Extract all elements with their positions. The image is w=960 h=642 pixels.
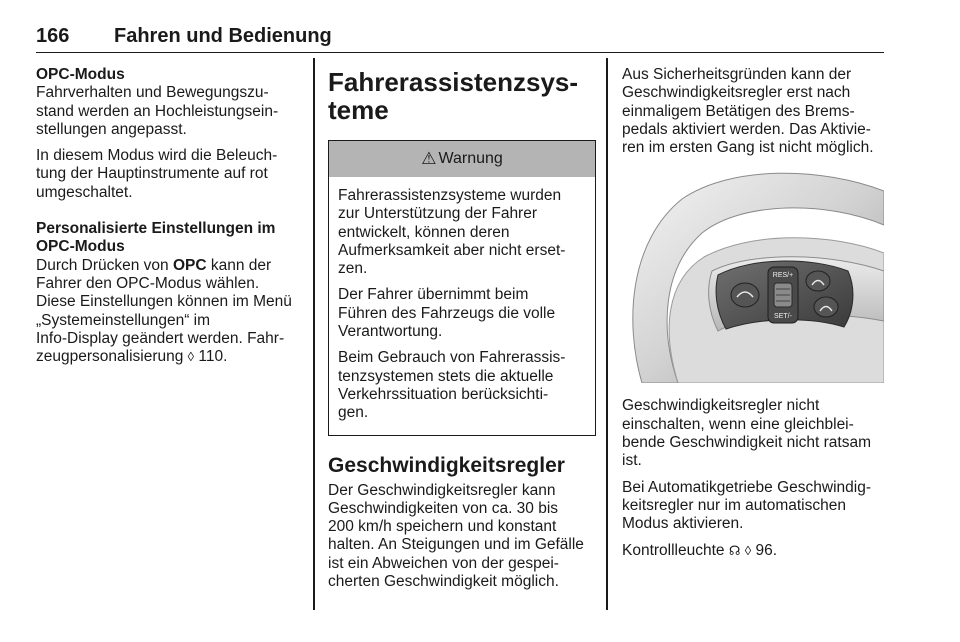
warning-paragraph-2: Der Fahrer übernimmt beim Führen des Fahrzeugs die volle Verantwortung. — [338, 286, 556, 341]
page-reference-icon: ◊ — [187, 349, 195, 365]
section-title: Fahrerassistenzsys- teme — [328, 67, 579, 125]
indicator-paragraph: Kontrollleuchte ☊ ◊ 96. — [622, 541, 778, 559]
warning-note-paragraph: Geschwindigkeitsregler nicht einschalten, wenn eine gleichblei- bende Geschwindigkeit nicht ratsam ist. — [622, 397, 871, 470]
page-header — [36, 22, 884, 53]
personalized-settings-paragraph: Durch Drücken von OPC kann der Fahrer den OPC-Modus wählen. Diese Einstellungen können im Menü „Systemeinstellungen“ im Info-Display geändert werden. Fahr- zeugpersonalisierung ◊ 110. — [36, 256, 292, 366]
set-label: SET/- — [774, 313, 792, 321]
steering-wheel-figure — [622, 171, 884, 383]
steering-wheel-illustration — [622, 171, 884, 383]
chapter-title: Fahren und Bedienung — [114, 25, 332, 47]
safety-paragraph: Aus Sicherheitsgründen kann der Geschwindigkeitsregler erst nach einmaligem Betätigen des Brems- pedals aktiviert werden. Das Aktivie- ren im ersten Gang ist nicht möglich. — [622, 66, 874, 157]
warning-triangle-icon: ⚠ — [421, 148, 437, 168]
warning-paragraph-3: Beim Gebrauch von Fahrerassis- tenzsystemen stets die aktuelle Verkehrssituation berücksichti- gen. — [338, 349, 566, 422]
cruise-control-heading: Geschwindigkeitsregler — [328, 453, 565, 477]
automatic-transmission-paragraph: Bei Automatikgetriebe Geschwindig- keitsregler nur im automatischen Modus aktivieren. — [622, 478, 871, 533]
column-divider — [606, 58, 608, 610]
page-reference[interactable]: 96. — [755, 541, 778, 559]
column-2 — [328, 66, 596, 599]
page-reference[interactable]: 110. — [198, 348, 228, 366]
column-3 — [622, 66, 888, 568]
opc-heading: OPC-Modus — [36, 66, 125, 83]
page-number: 166 — [36, 25, 70, 47]
page-reference-icon: ◊ — [744, 542, 752, 558]
warning-paragraph-1: Fahrerassistenzsysteme wurden zur Unterstützung der Fahrer entwickelt, können deren Aufmerksamkeit aber nicht erset- zen. — [338, 187, 566, 278]
warning-header — [329, 141, 595, 177]
warning-body — [329, 177, 595, 435]
personalized-settings-heading: Personalisierte Einstellungen im OPC-Modus — [36, 220, 276, 256]
cruise-control-indicator-icon: ☊ — [728, 542, 741, 558]
res-label: RES/+ — [772, 272, 794, 280]
opc-button-label: OPC — [172, 256, 207, 274]
opc-paragraph-1: Fahrverhalten und Bewegungszu- stand werden an Hochleistungsein- stellungen angepasst. — [36, 84, 279, 138]
opc-paragraph-2: In diesem Modus wird die Beleuch- tung der Hauptinstrumente auf rot umgeschaltet. — [36, 147, 278, 201]
warning-box — [328, 140, 596, 436]
column-divider — [313, 58, 315, 610]
cruise-control-paragraph: Der Geschwindigkeitsregler kann Geschwindigkeiten von ca. 30 bis 200 km/h speichern und konstant halten. An Steigungen und im Gefälle ist ein Abweichen von der gespei- cherten Geschwindigkeit möglich. — [328, 481, 584, 591]
warning-label: Warnung — [438, 149, 503, 167]
column-1 — [36, 66, 304, 374]
